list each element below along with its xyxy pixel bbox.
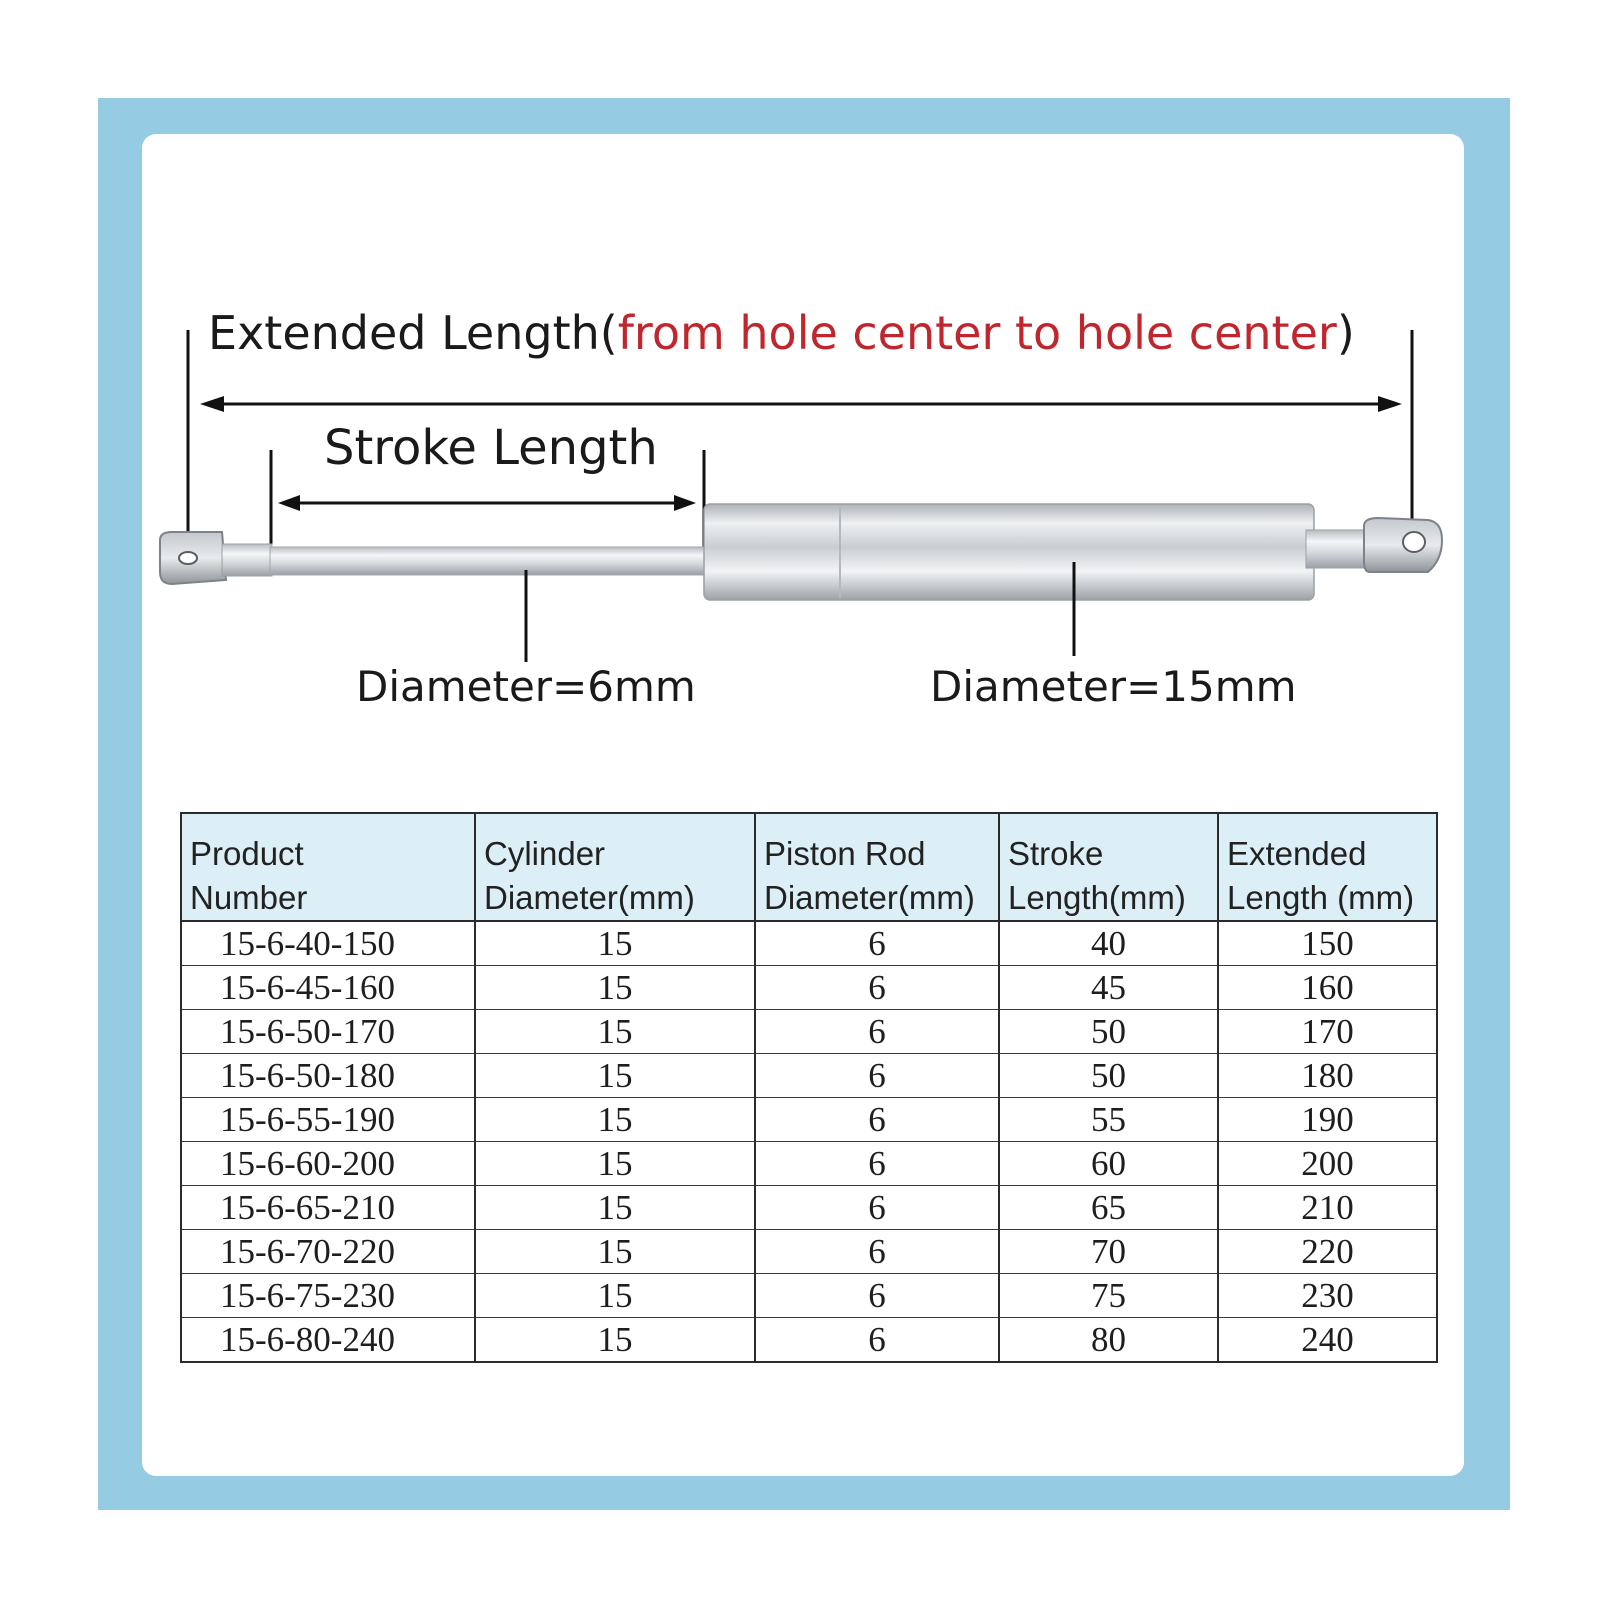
extended-length-cell: 180	[1218, 1054, 1437, 1098]
piston-rod	[270, 547, 706, 575]
cylinder-diameter-cell: 15	[475, 1318, 755, 1363]
gas-spring-diagram	[0, 0, 1600, 760]
stroke-length-cell: 70	[999, 1230, 1218, 1274]
product-number-cell: 15-6-40-150	[181, 921, 475, 966]
rod-diameter-cell: 6	[755, 966, 999, 1010]
table-row	[181, 1186, 1437, 1230]
rod-diameter-cell: 6	[755, 1318, 999, 1363]
cylinder-diameter-cell: 15	[475, 1186, 755, 1230]
cylinder-diameter-cell: 15	[475, 1142, 755, 1186]
extended-length-note: from hole center to hole center	[617, 306, 1337, 360]
table-row	[181, 966, 1437, 1010]
stroke-length-cell: 40	[999, 921, 1218, 966]
cylinder-diameter-label: Diameter=15mm	[930, 662, 1297, 711]
rod-diameter-label: Diameter=6mm	[356, 662, 696, 711]
product-number-cell: 15-6-50-170	[181, 1010, 475, 1054]
table-row	[181, 1010, 1437, 1054]
header-row	[181, 813, 1437, 921]
extended-length-cell: 160	[1218, 966, 1437, 1010]
extended-length-cell: 210	[1218, 1186, 1437, 1230]
header-product-number: Product Number	[181, 813, 475, 921]
product-number-cell: 15-6-55-190	[181, 1098, 475, 1142]
extended-length-cell: 190	[1218, 1098, 1437, 1142]
cylinder-diameter-cell: 15	[475, 1054, 755, 1098]
right-eyelet-end	[1364, 518, 1442, 572]
product-number-cell: 15-6-65-210	[181, 1186, 475, 1230]
rod-diameter-cell: 6	[755, 1274, 999, 1318]
left-eyelet-end	[160, 532, 272, 584]
header-extended-length: Extended Length (mm)	[1218, 813, 1437, 921]
cylinder-diameter-cell: 15	[475, 1010, 755, 1054]
stroke-length-cell: 60	[999, 1142, 1218, 1186]
extended-length-cell: 170	[1218, 1010, 1437, 1054]
stroke-length-cell: 50	[999, 1010, 1218, 1054]
product-number-cell: 15-6-45-160	[181, 966, 475, 1010]
rod-diameter-cell: 6	[755, 1098, 999, 1142]
rod-diameter-cell: 6	[755, 1010, 999, 1054]
stroke-length-cell: 80	[999, 1318, 1218, 1363]
table-row	[181, 1318, 1437, 1363]
header-cylinder-diameter: Cylinder Diameter(mm)	[475, 813, 755, 921]
cylinder-diameter-cell: 15	[475, 1230, 755, 1274]
rod-diameter-cell: 6	[755, 921, 999, 966]
table-row	[181, 921, 1437, 966]
cylinder-diameter-cell: 15	[475, 921, 755, 966]
stroke-length-label: Stroke Length	[324, 420, 658, 476]
cylinder-body	[704, 504, 1366, 600]
stroke-length-cell: 75	[999, 1274, 1218, 1318]
table-row	[181, 1054, 1437, 1098]
table-row	[181, 1098, 1437, 1142]
table-row	[181, 1230, 1437, 1274]
product-number-cell: 15-6-50-180	[181, 1054, 475, 1098]
extended-length-arrow	[200, 396, 1402, 412]
stroke-length-cell: 45	[999, 966, 1218, 1010]
product-number-cell: 15-6-60-200	[181, 1142, 475, 1186]
cylinder-diameter-cell: 15	[475, 1274, 755, 1318]
cylinder-diameter-cell: 15	[475, 1098, 755, 1142]
rod-diameter-cell: 6	[755, 1186, 999, 1230]
header-stroke-length: Stroke Length(mm)	[999, 813, 1218, 921]
extended-length-text: Extended Length(	[208, 306, 618, 360]
rod-diameter-cell: 6	[755, 1142, 999, 1186]
table-row	[181, 1142, 1437, 1186]
product-number-cell: 15-6-75-230	[181, 1274, 475, 1318]
rod-diameter-cell: 6	[755, 1230, 999, 1274]
cylinder-diameter-cell: 15	[475, 966, 755, 1010]
product-number-cell: 15-6-80-240	[181, 1318, 475, 1363]
product-number-cell: 15-6-70-220	[181, 1230, 475, 1274]
extended-length-cell: 220	[1218, 1230, 1437, 1274]
extended-length-cell: 240	[1218, 1318, 1437, 1363]
stroke-length-cell: 65	[999, 1186, 1218, 1230]
table-row	[181, 1274, 1437, 1318]
stroke-length-arrow	[278, 495, 696, 511]
stroke-length-cell: 55	[999, 1098, 1218, 1142]
extended-length-cell: 230	[1218, 1274, 1437, 1318]
extended-length-close: )	[1336, 306, 1355, 360]
extended-length-label	[208, 306, 1355, 360]
extended-length-cell: 200	[1218, 1142, 1437, 1186]
spec-table	[180, 812, 1438, 1363]
extended-length-cell: 150	[1218, 921, 1437, 966]
stroke-length-cell: 50	[999, 1054, 1218, 1098]
header-piston-rod-diameter: Piston Rod Diameter(mm)	[755, 813, 999, 921]
rod-diameter-cell: 6	[755, 1054, 999, 1098]
